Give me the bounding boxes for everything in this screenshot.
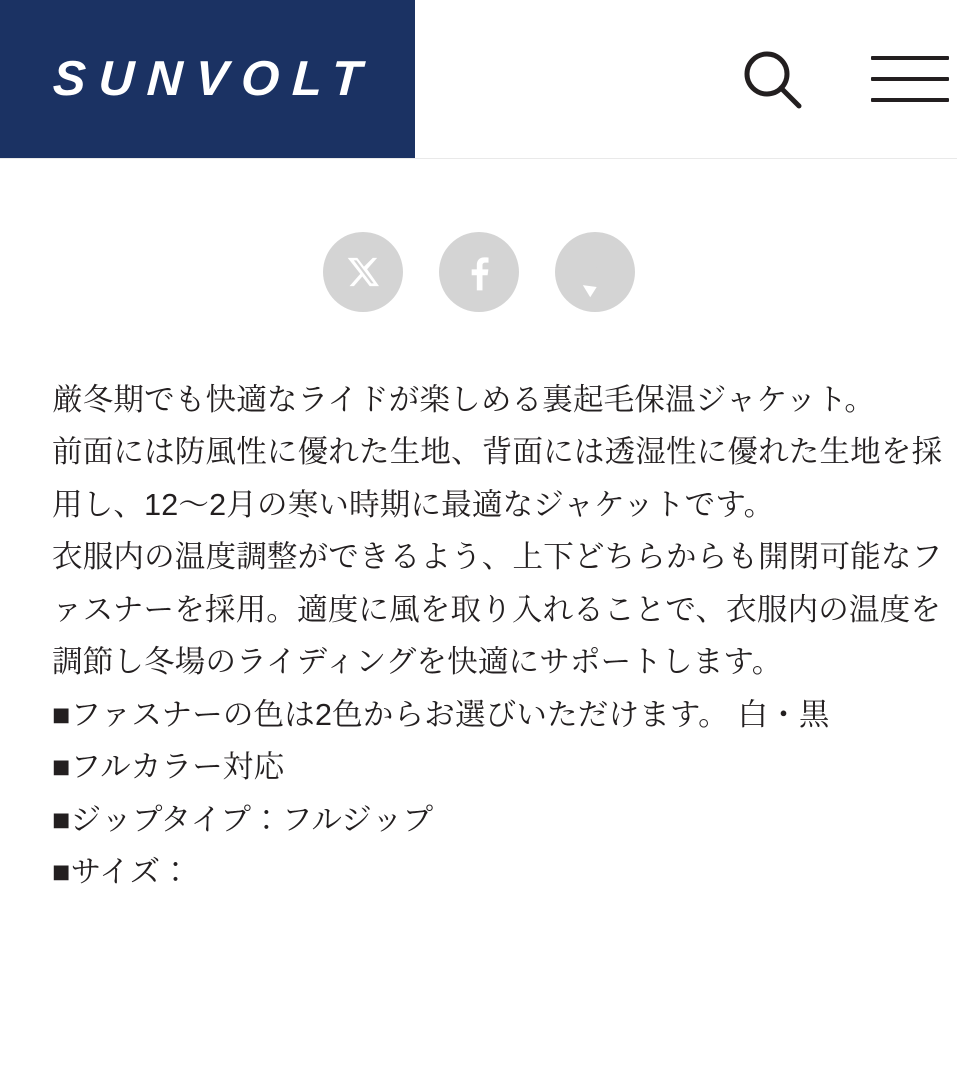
- search-icon: [739, 46, 805, 112]
- share-x-button[interactable]: [323, 232, 403, 312]
- line-icon: [573, 252, 617, 293]
- header-actions: [415, 0, 957, 158]
- site-header: [0, 0, 957, 159]
- description-paragraph-4: ■ファスナーの色は2色からお選びいただけます。 白・黒: [52, 697, 830, 732]
- line-icon-label: LINE: [583, 262, 606, 273]
- description-paragraph-1: 厳冬期でも快適なライドが楽しめる裏起毛保温ジャケット。: [52, 383, 876, 417]
- description-paragraph-6: ■ジップタイプ：フルジップ: [52, 802, 434, 837]
- share-line-button[interactable]: [555, 232, 635, 312]
- description-paragraph-5: ■フルカラー対応: [52, 750, 285, 785]
- facebook-icon: [457, 250, 501, 294]
- hamburger-menu-icon: [871, 56, 949, 102]
- description-paragraph-2: 前面には防風性に優れた生地、背面には透湿性に優れた生地を採用し、12〜2月の寒い時期に最適なジャケットです。: [52, 435, 943, 522]
- x-icon: [346, 255, 380, 289]
- menu-button[interactable]: [871, 56, 949, 102]
- description-paragraph-3: 衣服内の温度調整ができるよう、上下どちらからも開閉可能なファスナーを採用。適度に風を取り入れることで、衣服内の温度を調節し冬場のライディングを快適にサポートします。: [52, 540, 943, 680]
- share-facebook-button[interactable]: [439, 232, 519, 312]
- product-description: [0, 374, 957, 899]
- site-logo[interactable]: [0, 0, 415, 158]
- description-paragraph-7: ■サイズ：: [52, 855, 191, 890]
- brand-wordmark: SUNVOLT: [51, 51, 377, 106]
- search-button[interactable]: [739, 46, 805, 112]
- share-buttons: [0, 232, 957, 312]
